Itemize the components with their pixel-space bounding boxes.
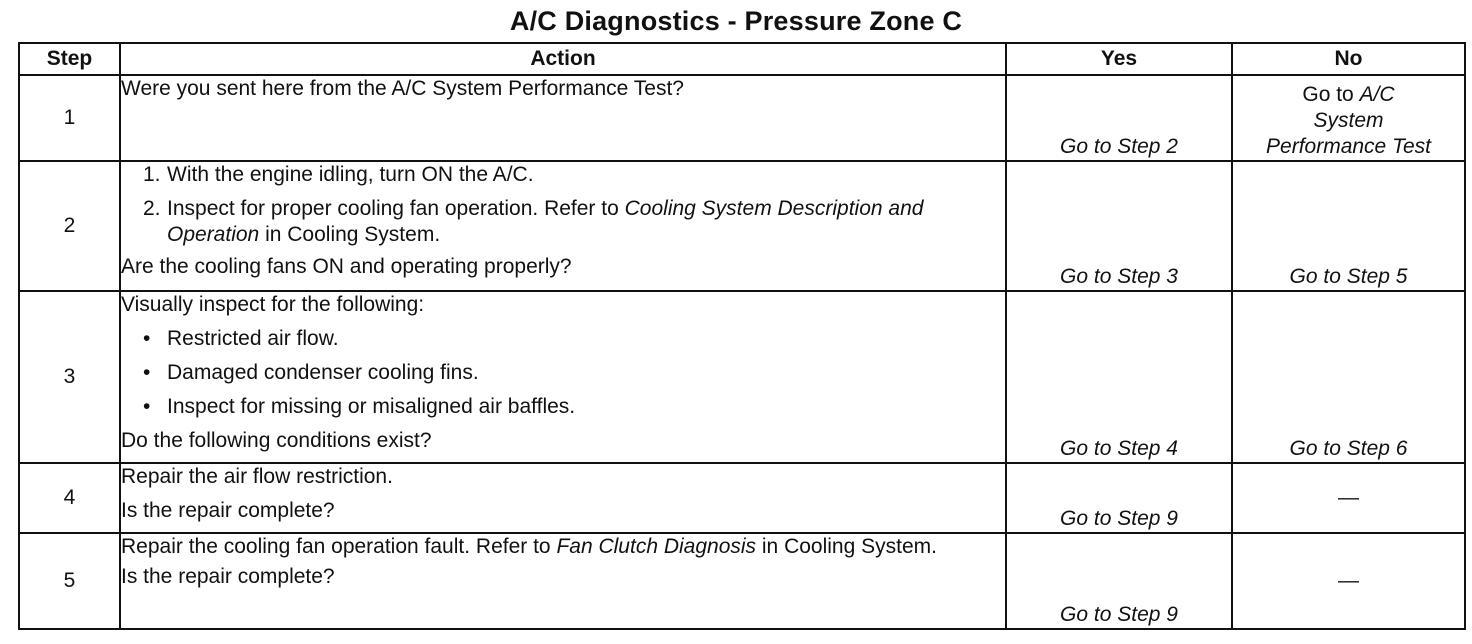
bullet-icon: • — [143, 327, 151, 350]
yes-result: Go to Step 3 — [1006, 161, 1232, 291]
header-step: Step — [19, 43, 120, 75]
item-number: 2. — [143, 197, 161, 220]
step-number: 2 — [19, 161, 120, 291]
no-result: — — [1232, 463, 1465, 533]
item-text: Inspect for proper cooling fan operation. Refer to — [167, 197, 619, 220]
header-action: Action — [120, 43, 1006, 75]
action-intro: Visually inspect for the following: — [121, 293, 425, 316]
yes-result: Go to Step 2 — [1006, 75, 1232, 161]
list-item — [121, 394, 1005, 420]
table-row — [19, 463, 1465, 533]
no-prefix: Go to — [1302, 83, 1354, 106]
action-text-part: Repair the cooling fan operation fault. Refer to — [121, 535, 551, 558]
table-row — [19, 291, 1465, 463]
no-link-text: System — [1313, 109, 1384, 132]
item-text: Inspect for missing or misaligned air baffles. — [167, 395, 576, 418]
action-question: Were you sent here from the A/C System Performance Test? — [121, 77, 684, 100]
table-row — [19, 533, 1465, 629]
reference-link-text: Cooling System Description and Operation — [167, 197, 924, 246]
table-header-row — [19, 43, 1465, 75]
step-number: 1 — [19, 75, 120, 161]
item-number: 1. — [143, 163, 161, 186]
table-row — [19, 161, 1465, 291]
header-yes: Yes — [1006, 43, 1232, 75]
action-question: Do the following conditions exist? — [121, 429, 432, 452]
list-item — [121, 196, 1005, 248]
bullet-icon: • — [143, 361, 151, 384]
list-item — [121, 162, 1005, 188]
no-link-text: A/C — [1359, 83, 1395, 106]
action-question: Are the cooling fans ON and operating properly? — [121, 255, 572, 278]
list-item — [121, 326, 1005, 352]
diagnostic-table — [18, 42, 1466, 630]
action-cell — [120, 161, 1006, 291]
no-result — [1232, 75, 1465, 161]
reference-link-text: Fan Clutch Diagnosis — [556, 535, 757, 558]
no-result: Go to Step 6 — [1232, 291, 1465, 463]
item-text: Damaged condenser cooling fins. — [167, 361, 479, 384]
no-link-text: Performance Test — [1266, 135, 1431, 158]
yes-result: Go to Step 4 — [1006, 291, 1232, 463]
page-title: A/C Diagnostics - Pressure Zone C — [509, 6, 963, 36]
step-number: 4 — [19, 463, 120, 533]
item-text: Restricted air flow. — [167, 327, 339, 350]
item-text: in Cooling System. — [265, 223, 441, 246]
table-row — [19, 75, 1465, 161]
action-text: Repair the air flow restriction. — [121, 465, 393, 488]
no-result: — — [1232, 533, 1465, 629]
no-result: Go to Step 5 — [1232, 161, 1465, 291]
bullet-icon: • — [143, 395, 151, 418]
action-cell — [120, 75, 1006, 161]
action-question: Is the repair complete? — [121, 499, 335, 522]
action-text — [121, 534, 1005, 560]
action-text-part: in Cooling System. — [761, 535, 937, 558]
item-text: With the engine idling, turn ON the A/C. — [167, 163, 534, 186]
action-question: Is the repair complete? — [121, 565, 335, 588]
yes-result: Go to Step 9 — [1006, 463, 1232, 533]
action-cell — [120, 533, 1006, 629]
action-cell — [120, 463, 1006, 533]
action-cell — [120, 291, 1006, 463]
step-number: 5 — [19, 533, 120, 629]
yes-result: Go to Step 9 — [1006, 533, 1232, 629]
list-item — [121, 360, 1005, 386]
header-no: No — [1232, 43, 1465, 75]
step-number: 3 — [19, 291, 120, 463]
